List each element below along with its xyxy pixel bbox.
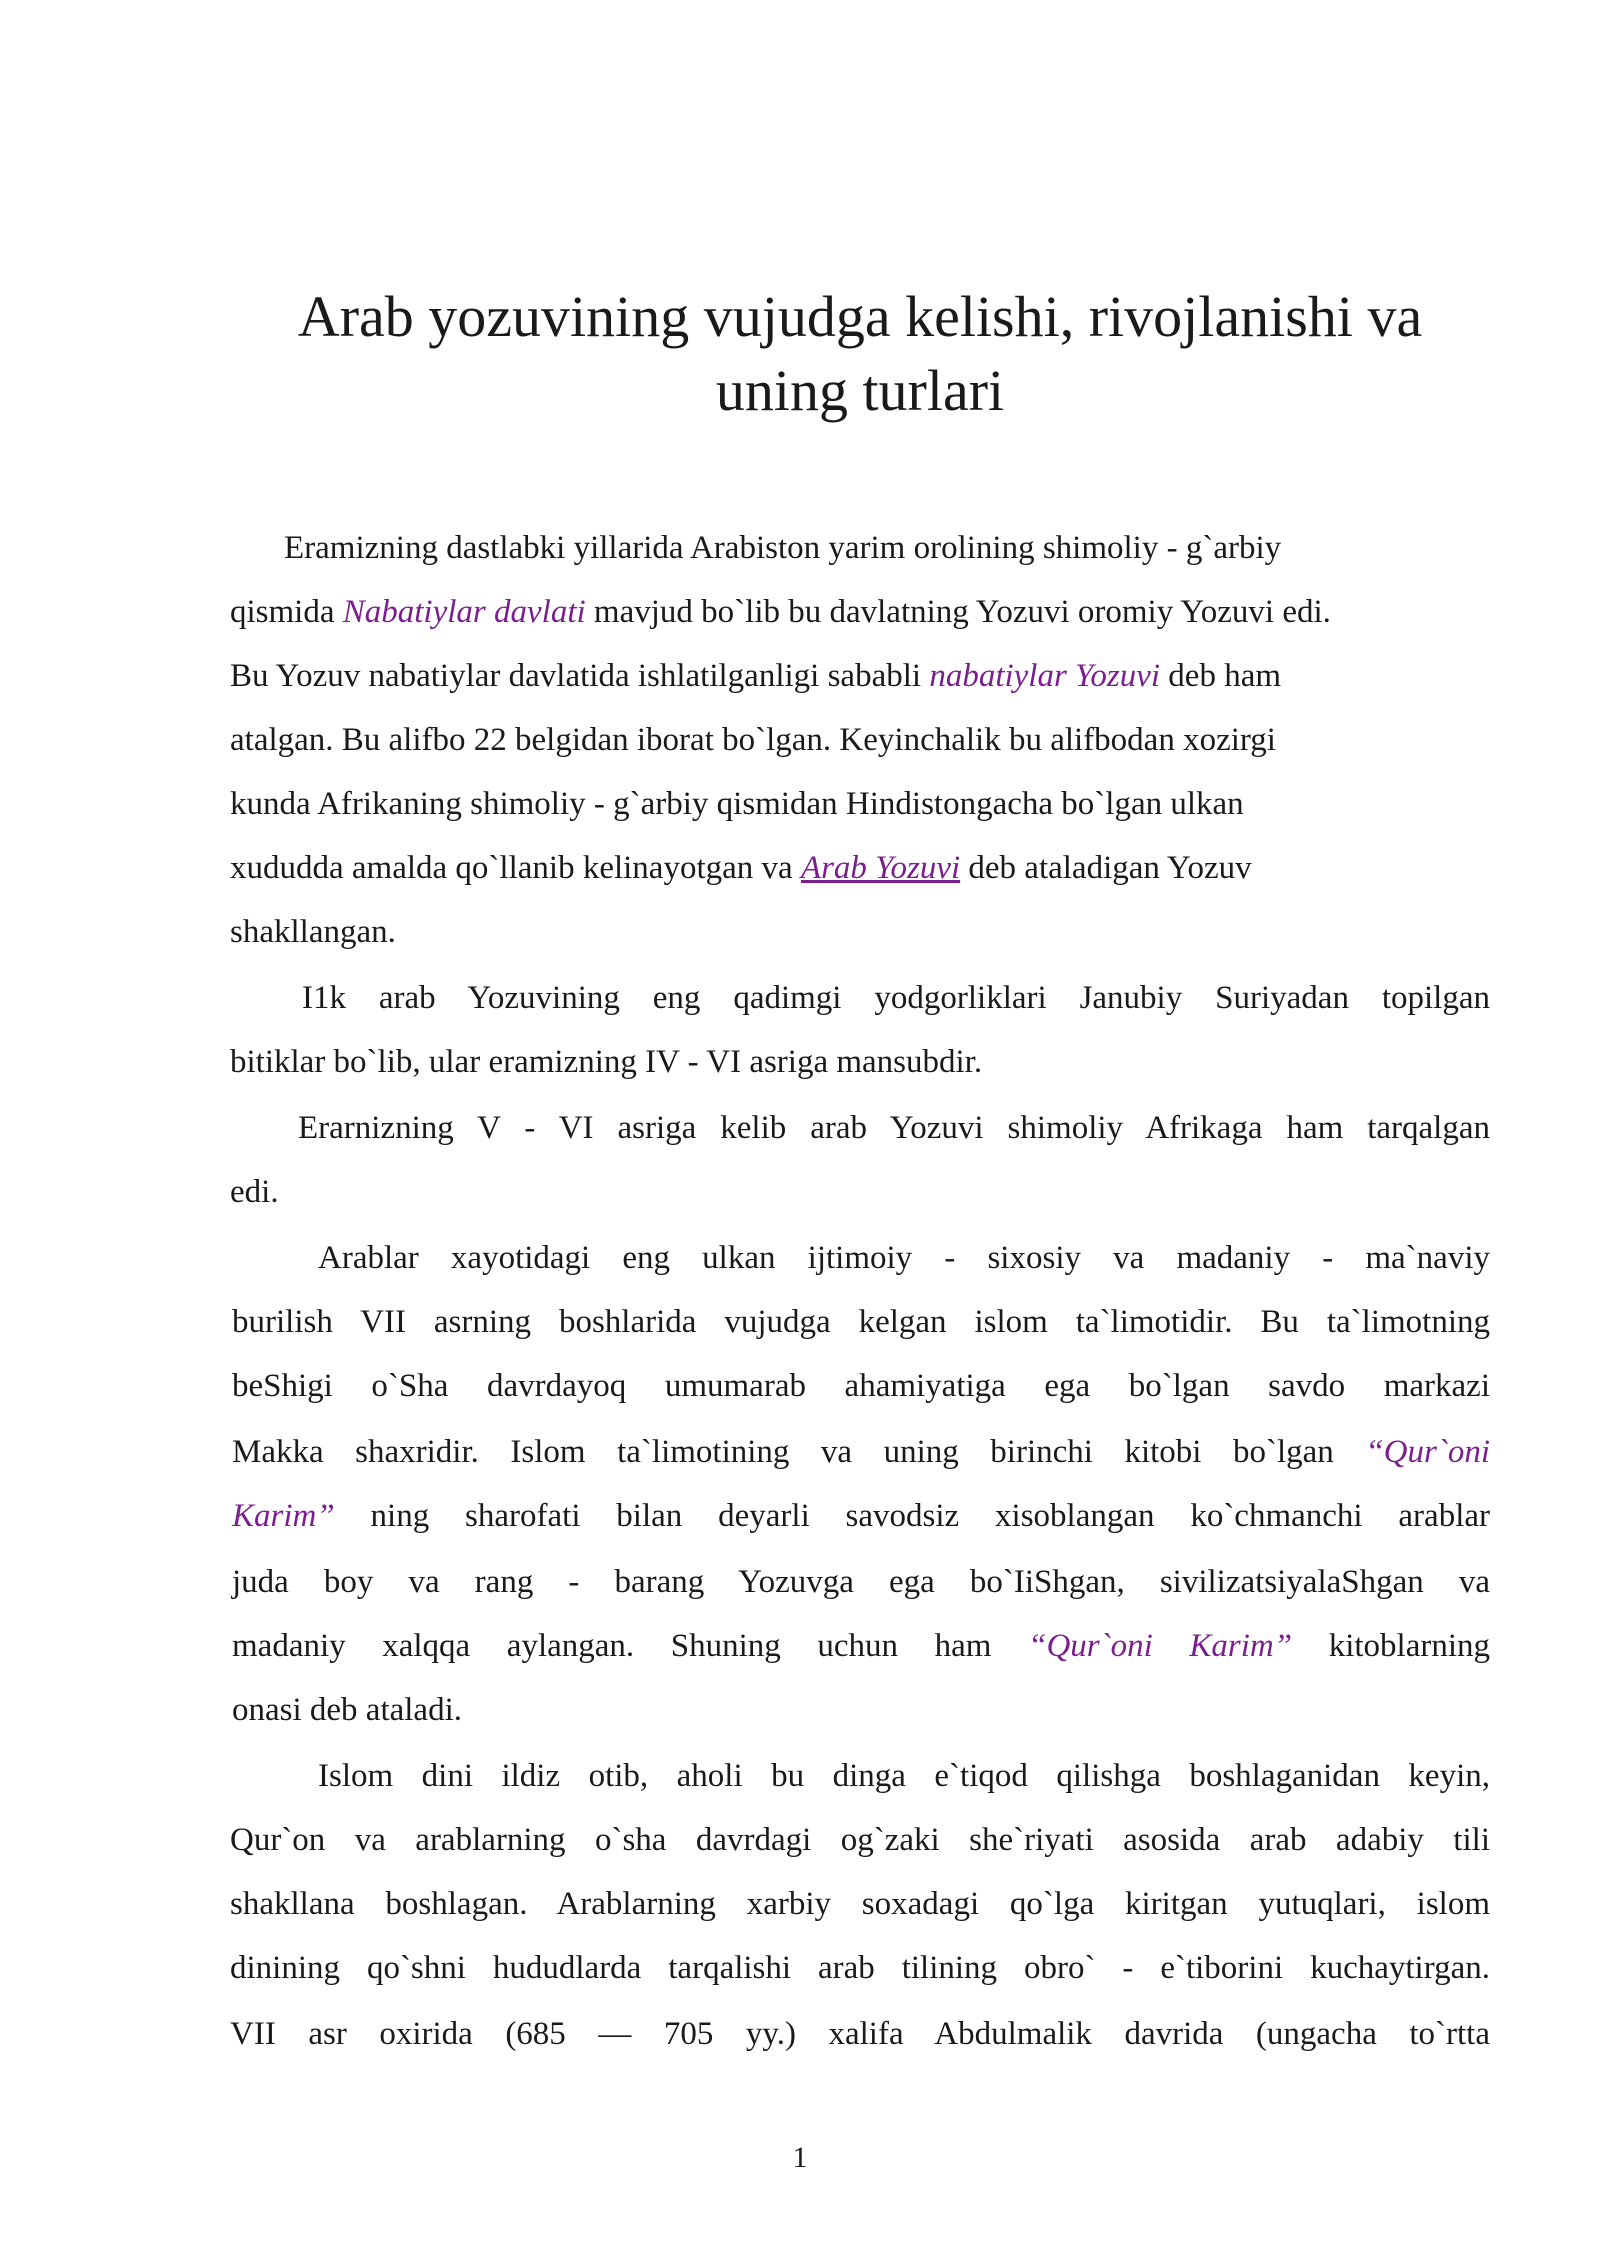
term-quroni-karim: “Qur`oni — [1365, 1434, 1490, 1470]
text-line: onasi deb ataladi. — [232, 1692, 463, 1728]
text-line: madaniy xalqqa aylangan. Shuning uchun ham “Qur`oni Karim” kitoblarning — [232, 1628, 1491, 1664]
text-line: kunda Afrikaning shimoliy - g`arbiy qismidan Hindistongacha bo`lgan ulkan — [230, 786, 1244, 822]
text-line: Eramizning dastlabki yillarida Arabiston yarim orolining shimoliy - g`arbiy — [284, 530, 1282, 566]
text-line: dinining qo`shni hududlarda tarqalishi arab tilining obro` - e`tiborini kuchaytirgan. — [230, 1950, 1490, 1986]
arab-yozuvi-link[interactable]: Arab Yozuvi — [800, 850, 961, 886]
text-line: Islom dini ildiz otib, aholi bu dinga e`tiqod qilishga boshlaganidan keyin, — [318, 1758, 1490, 1794]
term-quroni-karim-2: “Qur`oni Karim” — [1028, 1628, 1293, 1664]
text-line: Erarnizning V - VI asriga kelib arab Yozuvi shimoliy Afrikaga ham tarqalgan — [298, 1110, 1490, 1146]
text-line: I1k arab Yozuvining eng qadimgi yodgorliklari Janubiy Suriyadan topilgan — [302, 980, 1490, 1016]
text-line: shakllana boshlagan. Arablarning xarbiy soxadagi qo`lga kiritgan yutuqlari, islom — [230, 1886, 1490, 1922]
text-line: edi. — [230, 1174, 279, 1210]
title-line-2: uning turlari — [715, 358, 1005, 423]
text-line: atalgan. Bu alifbo 22 belgidan iborat bo`lgan. Keyinchalik bu alifbodan xozirgi — [230, 722, 1276, 758]
text-line: Qur`on va arablarning o`sha davrdagi og`zaki she`riyati asosida arab adabiy tili — [230, 1822, 1490, 1858]
text-line: juda boy va rang - barang Yozuvga ega bo`IiShgan, sivilizatsiyalaShgan va — [232, 1564, 1490, 1600]
page-number: 1 — [792, 2141, 808, 2174]
text-line: shakllangan. — [230, 914, 396, 950]
term-nabatiylar-yozuvi: nabatiylar Yozuvi — [929, 658, 1161, 694]
text-line: qismida Nabatiylar davlati mavjud bo`lib bu davlatning Yozuvi oromiy Yozuvi edi. — [230, 594, 1331, 630]
text-line: Karim” ning sharofati bilan deyarli savodsiz xisoblangan ko`chmanchi arablar — [232, 1498, 1490, 1534]
page-title — [230, 280, 1490, 428]
text-line: bitiklar bo`lib, ular eramizning IV - VI asriga mansubdir. — [230, 1044, 983, 1080]
term-karim: Karim” — [232, 1498, 335, 1534]
text-line: Arablar xayotidagi eng ulkan ijtimoiy - sixosiy va madaniy - ma`naviy — [318, 1240, 1490, 1276]
text-line: xududda amalda qo`llanib kelinayotgan va Arab Yozuvi deb ataladigan Yozuv — [230, 850, 1252, 886]
text-line: burilish VII asrning boshlarida vujudga kelgan islom ta`limotidir. Bu ta`limotning — [232, 1304, 1490, 1340]
title-line-1: Arab yozuvining vujudga kelishi, rivojlanishi va — [297, 284, 1423, 349]
text-line: Makka shaxridir. Islom ta`limotining va uning birinchi kitobi bo`lgan “Qur`oni — [232, 1434, 1490, 1470]
text-line: VII asr oxirida (685 — 705 yy.) xalifa Abdulmalik davrida (ungacha to`rtta — [230, 2016, 1490, 2052]
term-nabatiylar-davlati: Nabatiylar davlati — [342, 594, 586, 630]
text-line: beShigi o`Sha davrdayoq umumarab ahamiyatiga ega bo`lgan savdo markazi — [232, 1368, 1490, 1404]
text-line: Bu Yozuv nabatiylar davlatida ishlatilganligi sababli nabatiylar Yozuvi deb ham — [230, 658, 1282, 694]
